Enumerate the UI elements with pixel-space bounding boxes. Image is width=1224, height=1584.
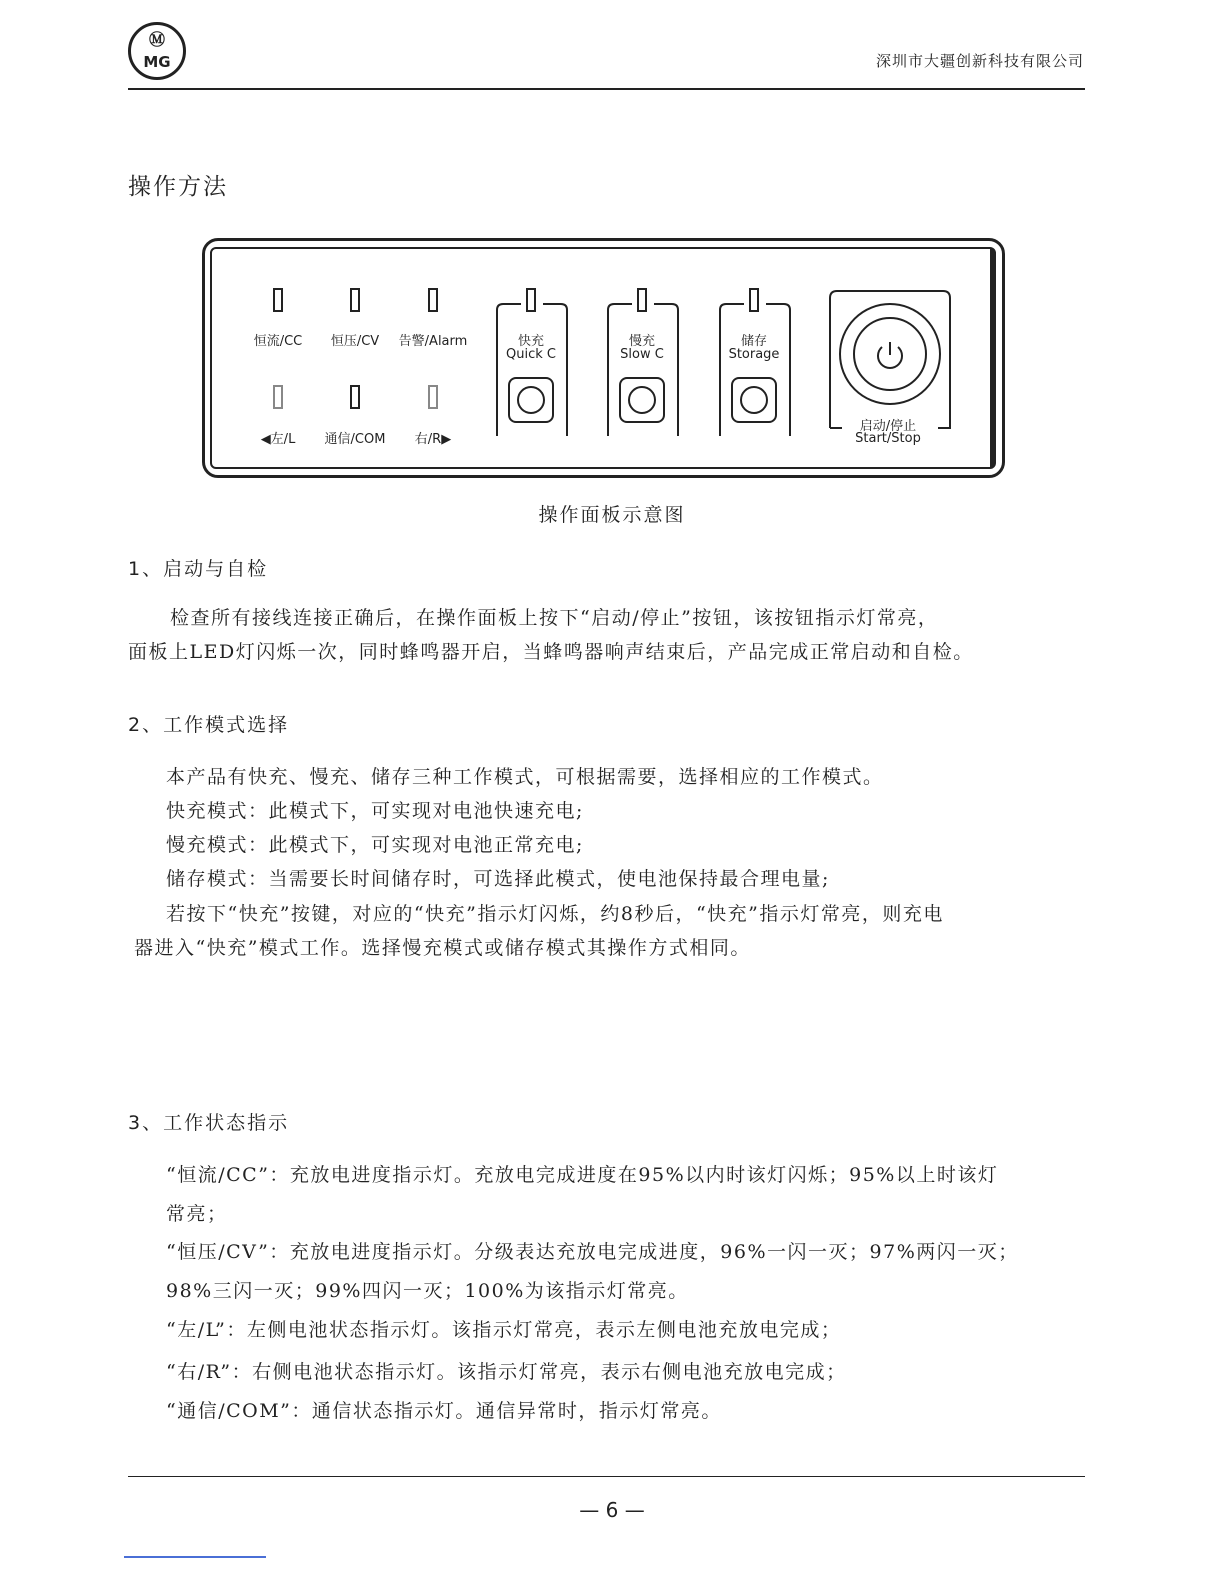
right-label: 右/R▶ <box>414 432 452 447</box>
storage-led <box>749 288 759 312</box>
s2-line-3: 慢充模式：此模式下，可实现对电池正常充电; <box>166 834 584 856</box>
quick-charge-led <box>526 288 536 312</box>
right-led <box>428 385 438 409</box>
left-led <box>273 385 283 409</box>
page-title: 操作方法 <box>128 174 228 200</box>
s3-line-7: “通信/COM”：通信状态指示灯。通信异常时，指示灯常亮。 <box>166 1400 722 1422</box>
slow-charge-led <box>637 288 647 312</box>
s1-line-2: 面板上LED灯闪烁一次，同时蜂鸣器开启，当蜂鸣器响声结束后，产品完成正常启动和自检。 <box>128 641 974 663</box>
start-stop-label-en: Start/Stop <box>855 431 921 446</box>
storage-button[interactable] <box>731 377 777 423</box>
s1-line-1: 检查所有接线连接正确后，在操作面板上按下“启动/停止”按钮，该按钮指示灯常亮， <box>170 607 939 629</box>
section-2-title: 2、工作模式选择 <box>128 714 290 736</box>
s3-line-3: “恒压/CV”：充放电进度指示灯。分级表达充放电完成进度，96%一闪一灭；97%两闪一灭； <box>166 1241 1019 1263</box>
storage-label-en: Storage <box>728 347 780 362</box>
section-3-title: 3、工作状态指示 <box>128 1112 290 1134</box>
logo-text: MG <box>143 53 171 71</box>
left-label: ◀左/L <box>260 432 296 447</box>
s2-line-5: 若按下“快充”按键，对应的“快充”指示灯闪烁，约8秒后，“快充”指示灯常亮，则充电 <box>166 903 944 925</box>
s3-line-5: “左/L”：左侧电池状态指示灯。该指示灯常亮，表示左侧电池充放电完成； <box>166 1319 842 1341</box>
s2-line-1: 本产品有快充、慢充、储存三种工作模式，可根据需要，选择相应的工作模式。 <box>166 766 884 788</box>
cv-label: 恒压/CV <box>330 334 380 349</box>
slow-charge-button[interactable] <box>619 377 665 423</box>
s3-line-4: 98%三闪一灭；99%四闪一灭；100%为该指示灯常亮。 <box>166 1280 689 1302</box>
com-led <box>350 385 360 409</box>
s3-line-1: “恒流/CC”：充放电进度指示灯。充放电完成进度在95%以内时该灯闪烁；95%以上时该灯 <box>166 1164 999 1186</box>
cv-led <box>350 288 360 312</box>
alarm-label: 告警/Alarm <box>398 334 468 349</box>
cc-led <box>273 288 283 312</box>
power-button[interactable] <box>869 334 911 376</box>
company-name: 深圳市大疆创新科技有限公司 <box>875 52 1084 70</box>
cc-label: 恒流/CC <box>253 334 303 349</box>
footer-accent-line <box>124 1556 266 1558</box>
page-number: — 6 — <box>579 1498 645 1522</box>
slow-charge-label-en: Slow C <box>620 347 664 362</box>
header-divider <box>128 88 1085 90</box>
quick-charge-label-cn: 快充 <box>517 334 544 349</box>
section-1-title: 1、启动与自检 <box>128 558 269 580</box>
com-label: 通信/COM <box>324 432 386 447</box>
slow-charge-label-cn: 慢充 <box>628 334 655 349</box>
storage-label-cn: 储存 <box>740 334 767 349</box>
s2-line-2: 快充模式：此模式下，可实现对电池快速充电; <box>166 800 584 822</box>
s2-line-6: 器进入“快充”模式工作。选择慢充模式或储存模式其操作方式相同。 <box>134 937 751 959</box>
company-logo: Ⓜ MG <box>128 22 186 80</box>
alarm-led <box>428 288 438 312</box>
power-icon <box>878 342 902 368</box>
s3-line-6: “右/R”：右侧电池状态指示灯。该指示灯常亮，表示右侧电池充放电完成； <box>166 1361 847 1383</box>
footer-divider <box>128 1476 1085 1477</box>
quick-charge-label-en: Quick C <box>506 347 556 362</box>
s2-line-4: 储存模式：当需要长时间储存时，可选择此模式，使电池保持最合理电量; <box>166 868 830 890</box>
start-stop-label-cn: 启动/停止 <box>859 419 917 434</box>
figure-caption: 操作面板示意图 <box>538 504 686 526</box>
s3-line-2: 常亮； <box>166 1203 228 1225</box>
quick-charge-button[interactable] <box>508 377 554 423</box>
